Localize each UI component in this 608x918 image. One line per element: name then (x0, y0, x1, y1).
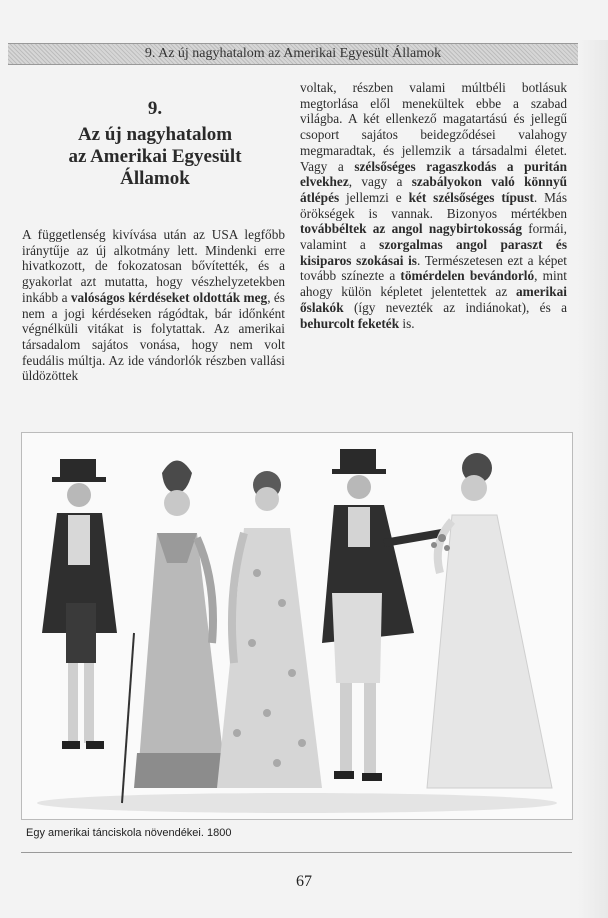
text-run: . Természetesen ezt a képet tovább színezte a (300, 252, 567, 284)
left-paragraph (22, 227, 285, 384)
emphasis-run: tömérdelen bevándorló (400, 268, 535, 284)
emphasis-run: két szélsőséges típust (408, 189, 534, 205)
right-paragraph (300, 80, 567, 331)
right-text-column (300, 80, 567, 331)
text-run: . Más örökségek is vannak. Bizonyos mértékben (300, 189, 568, 221)
caption-rule (21, 852, 572, 853)
emphasis-run: szabályokon való könnyű átlépés (300, 174, 567, 205)
text-run: voltak, részben valami múltbéli botlásuk megtorlása elől menekültek ebbe a szabad világba. A két ellenkező magatartású és jellegű csoport sajátos beidegződései valahogy megmaradtak, és jellemzik a társadalmi életet. Vagy a (300, 80, 567, 174)
emphasis-run: továbbéltek az angol nagybirtokosság (300, 221, 522, 237)
emphasis-run: behurcolt feketék (300, 315, 400, 331)
emphasis-run: amerikai őslakók (300, 284, 567, 315)
text-run: is. (399, 315, 415, 331)
left-text-column (22, 227, 285, 384)
text-run: , vagy a (348, 174, 412, 190)
text-run: formái, valamint a (300, 221, 568, 253)
page-number: 67 (296, 873, 312, 890)
emphasis-run: szélsőséges ragaszkodás a puritán elvekhez (300, 158, 567, 190)
running-header (8, 43, 578, 65)
chapter-title-line: az Amerikai Egyesült (68, 146, 242, 167)
chapter-heading (30, 98, 280, 190)
page-edge (578, 40, 608, 918)
dance-school-students-image (22, 433, 572, 819)
text-run: , mint ahogy külön képletet jelentettek az (300, 268, 567, 300)
text-run: , és nem a jogi kérdéseken rágódtak, bár időnként végnélküli vitákat is folytattak. Az amerikai társadalom sajátos vonása, hogy nem volt feudális múltja. Az ide vándorlók részben vallási üldözöttek (22, 289, 285, 384)
text-run: (így nevezték az indiánokat), és a (343, 299, 567, 315)
emphasis-run: valóságos kérdéseket oldották meg (70, 289, 268, 305)
chapter-number: 9. (147, 98, 163, 119)
text-run: A függetlenség kivívása után az USA legfőbb iránytűje az új alkotmány lett. Mindenki erre hivatkozott, de fokozatosan bővítették, és a gyakorlat azt mutatta, hogy vészhelyzetekben inkább a (22, 227, 285, 305)
figure-caption: Egy amerikai tánciskola növendékei. 1800 (26, 827, 232, 839)
figure-illustration (21, 432, 573, 820)
running-title: 9. Az új nagyhatalom az Amerikai Egyesült Államok (144, 46, 442, 61)
chapter-title-line: Államok (120, 168, 190, 189)
chapter-title-line: Az új nagyhatalom (77, 124, 233, 145)
emphasis-run: szorgalmas angol paraszt és kisiparos szokásai is (300, 237, 568, 268)
text-run: jellemzi e (339, 189, 409, 205)
